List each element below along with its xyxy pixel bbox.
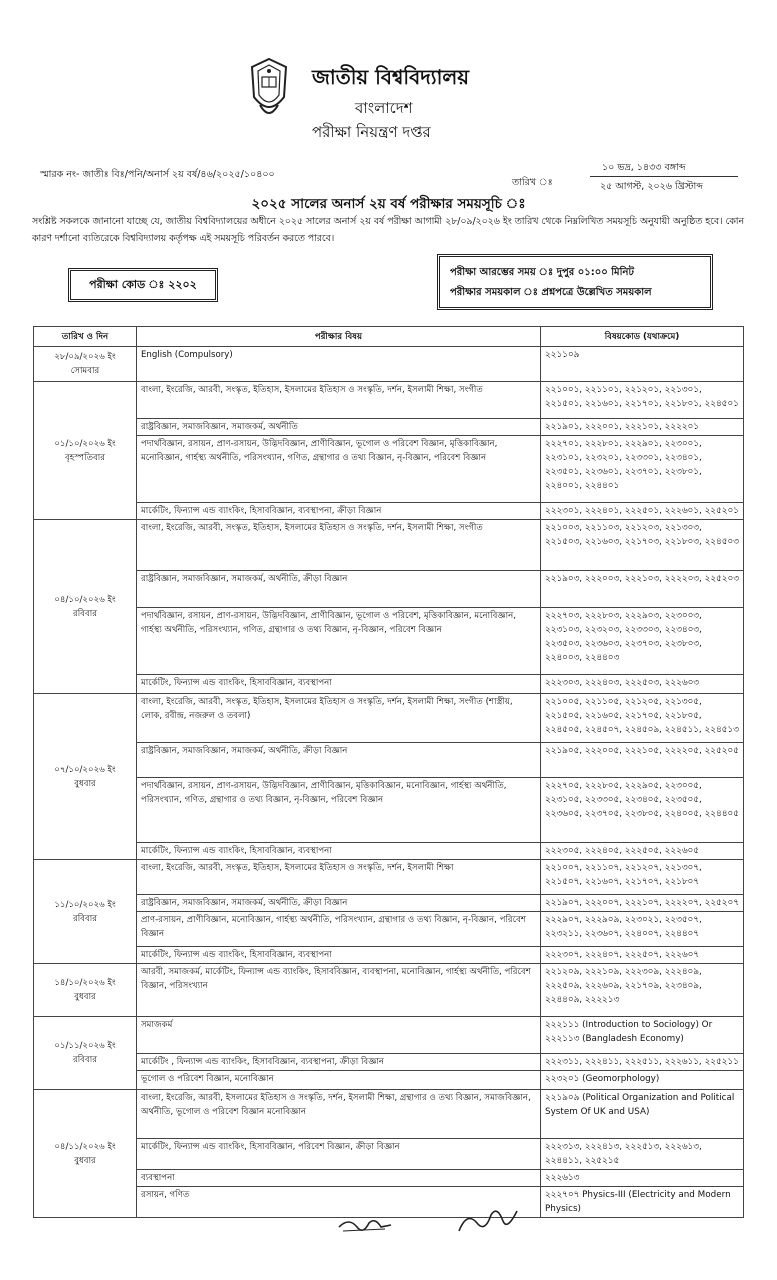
- memo-number: স্মারক নং- জাতীঃ বিঃ/পনি/অনার্স ২য় বর্ষ/৪৬/২০২৫/১০৪০০: [40, 169, 275, 180]
- exam-date-cell: [34, 382, 137, 520]
- exam-date-cell: [34, 1017, 137, 1090]
- exam-date-cell: [34, 964, 137, 1017]
- table-row: [34, 895, 744, 912]
- header-subject: পরীক্ষার বিষয়: [137, 327, 541, 347]
- table-row: [34, 964, 744, 1017]
- table-row: [34, 571, 744, 608]
- subject-cell: মার্কেটিং, ফিন্যান্স এন্ড ব্যাংকিং, হিসাববিজ্ঞান, ব্যবস্থাপনা, ক্রীড়া বিজ্ঞান: [137, 503, 541, 520]
- subject-code-cell: ২২২৭০৩, ২২২৮০৩, ২২২৯০৩, ২২৩০০৩, ২২৩১০৩, ২২৩২০৩, ২২৩৩০৩, ২২৩৪০৩, ২২৩৫০৩, ২২৩৬০৩, ২২৩৭০৩, ২২৩৮০৩, ২২৪০০৩, ২২৪৪০৩: [541, 608, 744, 675]
- subject-cell: English (Compulsory): [137, 347, 541, 382]
- subject-cell: পদার্থবিজ্ঞান, রসায়ন, প্রাণ-রসায়ন, উদ্ভিদবিজ্ঞান, প্রাণীবিজ্ঞান, মৃত্তিকাবিজ্ঞান, মনোবিজ্ঞান, গার্হস্থ্য অর্থনীতি, পরিসংখ্যান, গণিত, গ্রন্থাগার ও তথ্য বিজ্ঞান, নৃ-বিজ্ঞান, পরিবেশ বিজ্ঞান: [137, 778, 541, 843]
- subject-code-cell: ২২১২০৯, ২২২১০৯, ২২২৩০৯, ২২২৪০৯, ২২২৫০৯, ২২২৬০৯, ২২১৭০৯, ২২৩৪০৯, ২২৪৪০৯, ২২২২১৩: [541, 964, 744, 1017]
- subject-code-cell: ২২২৯০৭, ২২২৯০৯, ২২৩০২১, ২২৩৫০৭, ২২৩২১১, ২২৩৬০৭, ২২৪০০৭, ২২৪৪০৭: [541, 912, 744, 947]
- subject-cell: রসায়ন, গণিত: [137, 1187, 541, 1218]
- subject-cell: প্রাণ-রসায়ন, প্রাণীবিজ্ঞান, মনোবিজ্ঞান, গার্হস্থ্য অর্থনীতি, পরিসংখ্যান, গ্রন্থাগার ও তথ্য বিজ্ঞান, নৃ-বিজ্ঞান, পরিবেশ বিজ্ঞান: [137, 912, 541, 947]
- subject-code-cell: ২২২৩০৩, ২২২৪০৩, ২২২৫০৩, ২২২৬০৩: [541, 675, 744, 694]
- subject-cell: মার্কেটিং, ফিন্যান্স এন্ড ব্যাংকিং, হিসাববিজ্ঞান, ব্যবস্থাপনা: [137, 947, 541, 964]
- exam-date: ০৪/১০/২০২৬ ইং: [54, 594, 116, 605]
- subject-code-cell: ২২২৩০৭, ২২২৪০৭, ২২২৫০৭, ২২২৬০৭: [541, 947, 744, 964]
- exam-duration: পরীক্ষার সময়কাল ঃ প্রশ্নপত্রে উল্লেখিত সময়কাল: [450, 287, 652, 298]
- exam-date: ০৭/১০/২০২৬ ইং: [54, 764, 116, 775]
- subject-cell: মার্কেটিং, ফিন্যান্স এন্ড ব্যাংকিং, হিসাববিজ্ঞান, ব্যবস্থাপনা: [137, 843, 541, 860]
- exam-date-cell: [34, 347, 137, 382]
- exam-date: ০১/১০/২০২৬ ইং: [54, 438, 116, 449]
- subject-cell: মার্কেটিং, ফিন্যান্স এন্ড ব্যাংকিং, হিসাববিজ্ঞান, ব্যবস্থাপনা: [137, 675, 541, 694]
- start-time: পরীক্ষা আরম্ভের সময় ঃ দুপুর ০১:০০ মিনিট: [450, 267, 634, 278]
- exam-day: রবিবার: [73, 913, 97, 924]
- exam-day: বুধবার: [74, 1155, 96, 1166]
- subject-code-cell: ২২১৯০১, ২২২০০১, ২২২১০১, ২২২২০১: [541, 419, 744, 436]
- page-title: ২০২৫ সালের অনার্স ২য় বর্ষ পরীক্ষার সময়সূচি ঃ: [251, 196, 526, 212]
- subject-code-cell: ২২২৭০৭ Physics-III (Electricity and Modern Physics): [541, 1187, 744, 1218]
- schedule-table: [33, 326, 744, 1218]
- university-name: জাতীয় বিশ্ববিদ্যালয়: [312, 65, 470, 89]
- subject-cell: মার্কেটিং, ফিন্যান্স এন্ড ব্যাংকিং, হিসাববিজ্ঞান, পরিবেশ বিজ্ঞান, ক্রীড়া বিজ্ঞান: [137, 1139, 541, 1170]
- table-row: [34, 419, 744, 436]
- exam-day: বুধবার: [74, 992, 96, 1002]
- subject-cell: বাংলা, ইংরেজি, আরবী, সংস্কৃত, ইতিহাস, ইসলামের ইতিহাস ও সংস্কৃতি, দর্শন, ইসলামী শিক্ষা: [137, 860, 541, 895]
- table-row: [34, 1071, 744, 1090]
- subject-cell: বাংলা, ইংরেজি, আরবী, সংস্কৃত, ইতিহাস, ইসলামের ইতিহাস ও সংস্কৃতি, দর্শন, ইসলামী শিক্ষা, সংগীত (শাস্ত্রীয়, লোক, রবীন্দ্র, নজরুল ও তবলা): [137, 694, 541, 743]
- exam-code-box: পরীক্ষা কোড ঃ ২২০২: [68, 268, 218, 302]
- table-row: [34, 675, 744, 694]
- table-row: [34, 1054, 744, 1071]
- table-row: [34, 520, 744, 571]
- office-name: পরীক্ষা নিয়ন্ত্রণ দপ্তর: [312, 123, 431, 141]
- subject-cell: আরবী, সমাজকর্ম, মার্কেটিং, ফিন্যান্স এন্ড ব্যাংকিং, হিসাববিজ্ঞান, ব্যবস্থাপনা, মনোবিজ্ঞান, গার্হস্থ্য অর্থনীতি, পরিবেশ বিজ্ঞান, পরিসংখ্যান: [137, 964, 541, 1017]
- signature-2: [455, 1203, 525, 1237]
- subject-cell: সমাজকর্ম: [137, 1017, 541, 1054]
- subject-cell: ব্যবস্থাপনা: [137, 1170, 541, 1187]
- exam-date-cell: [34, 520, 137, 694]
- subject-code-cell: ২২১০০৫, ২২১১০৫, ২২১২০৫, ২২১৩০৫, ২২১৫০৫, ২২১৬০৫, ২২১৭০৫, ২২১৮০৫, ২২৪৫০৫, ২২৪৫০৭, ২২৪৫০৯, ২২৪৫১১, ২২৪৫১৩: [541, 694, 744, 743]
- subject-cell: মার্কেটিং , ফিন্যান্স এন্ড ব্যাংকিং, হিসাববিজ্ঞান, ব্যবস্থাপনা, ক্রীড়া বিজ্ঞান: [137, 1054, 541, 1071]
- exam-date-cell: [34, 694, 137, 860]
- table-row: [34, 503, 744, 520]
- table-header-row: [34, 327, 744, 347]
- table-row: [34, 436, 744, 503]
- exam-date: ০৪/১১/২০২৬ ইং: [54, 1141, 116, 1152]
- exam-date-cell: [34, 1090, 137, 1218]
- subject-cell: বাংলা, ইংরেজি, আরবী, ইসলামের ইতিহাস ও সংস্কৃতি, দর্শন, ইসলামী শিক্ষা, গ্রন্থাগার ও তথ্য বিজ্ঞান, সমাজবিজ্ঞান, অর্থনীতি, ভূগোল ও পরিবেশ বিজ্ঞান মনোবিজ্ঞান: [137, 1090, 541, 1139]
- header-date: তারিখ ও দিন: [34, 327, 137, 347]
- table-row: [34, 743, 744, 778]
- subject-cell: রাষ্ট্রবিজ্ঞান, সমাজবিজ্ঞান, সমাজকর্ম, অর্থনীতি: [137, 419, 541, 436]
- subject-code-cell: ২২১০০৭, ২২১১০৭, ২২১২০৭, ২২১৩০৭, ২২১৫০৭, ২২১৬০৭, ২২১৭০৭, ২২১৮০৭: [541, 860, 744, 895]
- exam-date-cell: [34, 860, 137, 964]
- table-row: [34, 843, 744, 860]
- subject-code-cell: ২২১০০১, ২২১১০১, ২২১২০১, ২২১৩০১, ২২১৫০১, ২২১৬০১, ২২১৭০১, ২২১৮০১, ২২৪৫০১: [541, 382, 744, 419]
- exam-date: ১৪/১০/২০২৬ ইং: [54, 978, 116, 988]
- letterhead: [0, 55, 777, 165]
- date-english: ২৫ আগস্ট, ২০২৬ খ্রিস্টাব্দ: [600, 181, 703, 192]
- subject-cell: ভূগোল ও পরিবেশ বিজ্ঞান, মনোবিজ্ঞান: [137, 1071, 541, 1090]
- exam-date: ১১/১০/২০২৬ ইং: [54, 899, 116, 910]
- subject-code-cell: ২২১৯০৫, ২২২০০৫, ২২২১০৫, ২২২২০৫, ২২৫২০৫: [541, 743, 744, 778]
- signature-1: [335, 1213, 395, 1237]
- table-row: [34, 860, 744, 895]
- country-name: বাংলাদেশ: [355, 99, 413, 117]
- subject-code-cell: ২২১০০৩, ২২১১০৩, ২২১২০৩, ২২১৩০৩, ২২১৫০৩, ২২১৬০৩, ২২১৭০৩, ২২১৮০৩, ২২৪৫০৩: [541, 520, 744, 571]
- table-row: [34, 1139, 744, 1170]
- subject-code-cell: ২২২৩০১, ২২২৪০১, ২২২৫০১, ২২২৬০১, ২২৫২০১: [541, 503, 744, 520]
- subject-cell: রাষ্ট্রবিজ্ঞান, সমাজবিজ্ঞান, সমাজকর্ম, অর্থনীতি, ক্রীড়া বিজ্ঞান: [137, 895, 541, 912]
- date-bangla: ১০ ভদ্র, ১৪৩৩ বঙ্গাব্দ: [602, 162, 686, 173]
- table-row: [34, 1090, 744, 1139]
- subject-code-cell: ২২৩২০১ (Geomorphology): [541, 1071, 744, 1090]
- subject-code-cell: ২২২৩১১, ২২২৪১১, ২২২৫১১, ২২২৬১১, ২২৫২১১: [541, 1054, 744, 1071]
- university-logo-icon: [246, 57, 292, 123]
- subject-cell: পদার্থবিজ্ঞান, রসায়ন, প্রাণ-রসায়ন, উদ্ভিদবিজ্ঞান, প্রাণীবিজ্ঞান, ভূগোল ও পরিবেশ বিজ্ঞান, মৃত্তিকাবিজ্ঞান, মনোবিজ্ঞান, গার্হস্থ্য অর্থনীতি, পরিসংখ্যান, গণিত, গ্রন্থাগার ও তথ্য বিজ্ঞান, নৃ-বিজ্ঞান, পরিবেশ বিজ্ঞান: [137, 436, 541, 503]
- table-row: [34, 1017, 744, 1054]
- table-row: [34, 347, 744, 382]
- table-row: [34, 1170, 744, 1187]
- exam-day: রবিবার: [73, 608, 97, 619]
- subject-code-cell: ২২২৭০১, ২২২৮০১, ২২২৯০১, ২২৩০০১, ২২৩১০১, ২২৩২০১, ২২৩৩০১, ২২৩৪০১, ২২৩৫০১, ২২৩৬০১, ২২৩৭০১, ২২৩৮০১, ২২৪০০১, ২২৪৪০১: [541, 436, 744, 503]
- subject-code-cell: ২২১১০৯: [541, 347, 744, 382]
- subject-code-cell: ২২২১১১ (Introduction to Sociology) Or ২২২১১৩ (Bangladesh Economy): [541, 1017, 744, 1054]
- table-row: [34, 912, 744, 947]
- date-label: তারিখ ঃ: [512, 177, 553, 188]
- table-row: [34, 382, 744, 419]
- subject-code-cell: ২২২৩০৫, ২২২৪০৫, ২২২৫০৫, ২২২৬০৫: [541, 843, 744, 860]
- exam-day: সোমবার: [70, 366, 100, 376]
- exam-time-box: [437, 254, 713, 310]
- table-row: [34, 778, 744, 843]
- subject-cell: বাংলা, ইংরেজি, আরবী, সংস্কৃত, ইতিহাস, ইসলামের ইতিহাস ও সংস্কৃতি, দর্শন, ইসলামী শিক্ষা, সংগীত: [137, 520, 541, 571]
- subject-code-cell: ২২১৯০৩, ২২২০০৩, ২২২১০৩, ২২২২০৩, ২২৫২০৩: [541, 571, 744, 608]
- table-row: [34, 694, 744, 743]
- subject-code-cell: ২২১৯০৯ (Political Organization and Political System Of UK and USA): [541, 1090, 744, 1139]
- exam-day: বুধবার: [74, 778, 96, 789]
- exam-day: রবিবার: [73, 1055, 97, 1065]
- table-row: [34, 947, 744, 964]
- subject-cell: রাষ্ট্রবিজ্ঞান, সমাজবিজ্ঞান, সমাজকর্ম, অর্থনীতি, ক্রীড়া বিজ্ঞান: [137, 571, 541, 608]
- header-code: বিষয়কোড (যথাক্রমে): [541, 327, 744, 347]
- subject-code-cell: ২২১৯০৭, ২২২০০৭, ২২২১০৭, ২২২২০৭, ২২৫২০৭: [541, 895, 744, 912]
- subject-cell: বাংলা, ইংরেজি, আরবী, সংস্কৃত, ইতিহাস, ইসলামের ইতিহাস ও সংস্কৃতি, দর্শন, ইসলামী শিক্ষা, সংগীত: [137, 382, 541, 419]
- subject-code-cell: ২২২৬১৩: [541, 1170, 744, 1187]
- exam-date: ২৮/০৯/২০২৬ ইং: [54, 352, 116, 362]
- exam-day: বৃহস্পতিবার: [64, 452, 106, 463]
- date-divider: [590, 176, 738, 177]
- subject-cell: পদার্থবিজ্ঞান, রসায়ন, প্রাণ-রসায়ন, উদ্ভিদবিজ্ঞান, প্রাণীবিজ্ঞান, ভূগোল ও পরিবেশ, মৃত্তিকাবিজ্ঞান, মনোবিজ্ঞান, গার্হস্থ্য অর্থনীতি, পরিসংখ্যান, গণিত, গ্রন্থাগার ও তথ্য বিজ্ঞান, নৃ-বিজ্ঞান, পরিবেশ বিজ্ঞান: [137, 608, 541, 675]
- subject-code-cell: ২২২৭০৫, ২২২৮০৫, ২২২৯০৫, ২২৩০০৫, ২২৩১০৫, ২২৩৩০৫, ২২৩৪০৫, ২২৩৫০৫, ২২৩৬০৫, ২২৩৭০৫, ২২৩৮০৫, ২২৪০০৫, ২২৪৪০৫: [541, 778, 744, 843]
- subject-code-cell: ২২২৩১৩, ২২২৪১৩, ২২২৫১৩, ২২২৬১৩, ২২৪৪১১, ২২৫২১৫: [541, 1139, 744, 1170]
- exam-date: ০১/১১/২০২৬ ইং: [54, 1041, 116, 1051]
- table-row: [34, 608, 744, 675]
- subject-cell: রাষ্ট্রবিজ্ঞান, সমাজবিজ্ঞান, সমাজকর্ম, অর্থনীতি, ক্রীড়া বিজ্ঞান: [137, 743, 541, 778]
- intro-paragraph: সংশ্লিষ্ট সকলকে জানানো যাচ্ছে যে, জাতীয় বিশ্ববিদ্যালয়ের অধীনে ২০২৫ সালের অনার্স ২য় বর্ষ পরীক্ষা আগামী ২৮/০৯/২০২৬ ইং তারিখ থেকে নিম্নলিখিত সময়সূচি অনুযায়ী অনুষ্ঠিত হবে। কোন কারণ দর্শানো ব্যতিরেকে বিশ্ববিদ্যালয় কর্তৃপক্ষ এই সময়সূচি পরিবর্তন করতে পারবে।: [32, 216, 745, 244]
